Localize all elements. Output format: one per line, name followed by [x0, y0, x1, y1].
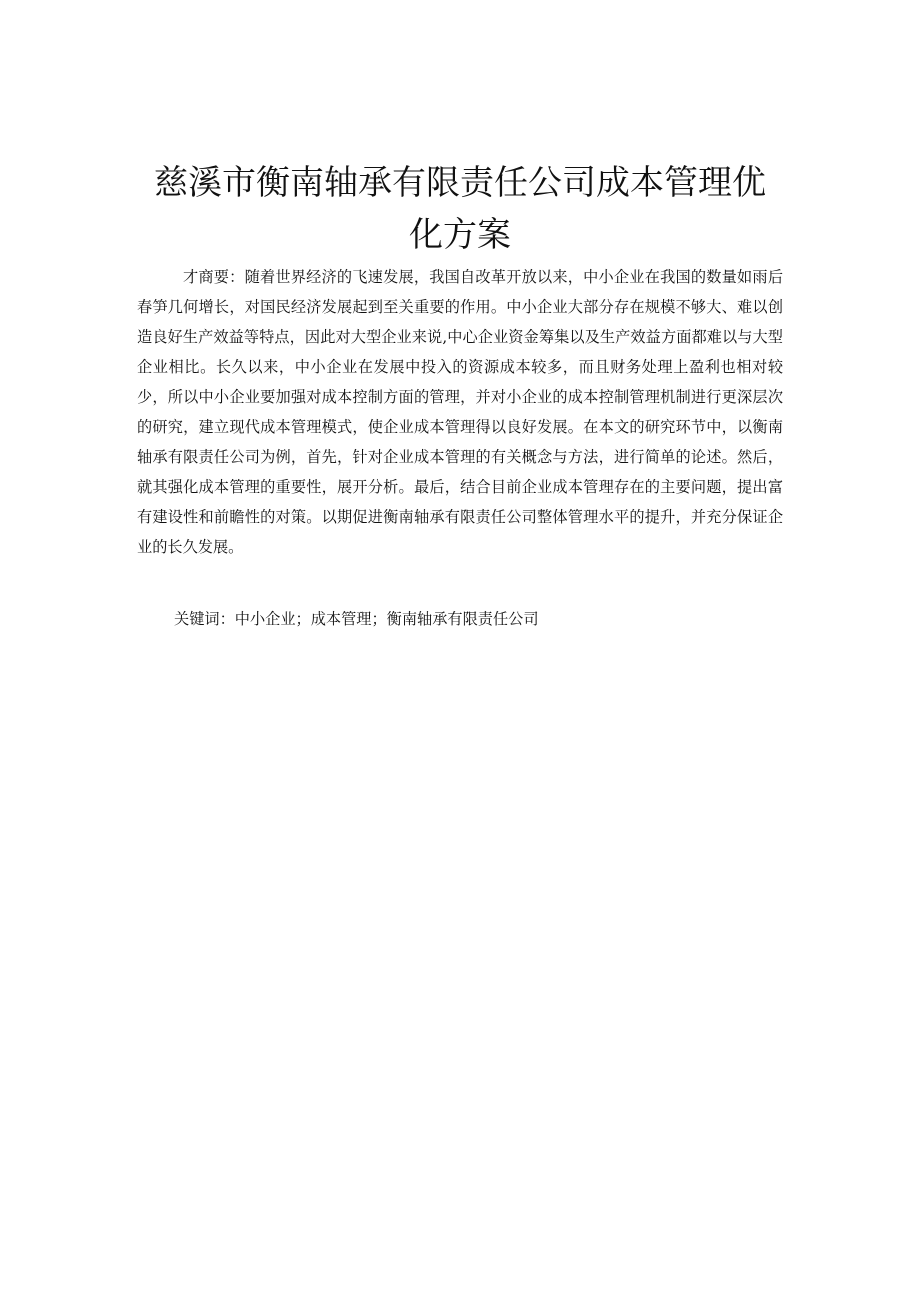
keywords-line — [174, 604, 783, 634]
abstract-text: 随着世界经济的飞速发展，我国自改革开放以来，中小企业在我国的数量如雨后春笋几何增长，对国民经济发展起到至关重要的作用。中小企业大部分存在规模不够大、难以创造良好生产效益等特点，因此对大型企业来说,中心企业资金筹集以及生产效益方面都难以与大型企业相比。长久以来，中小企业在发展中投入的资源成本较多，而且财务处理上盈利也相对较少，所以中小企业要加强对成本控制方面的管理，并对小企业的成本控制管理机制进行更深层次的研究，建立现代成本管理模式，使企业成本管理得以良好发展。在本文的研究环节中，以衡南轴承有限责任公司为例，首先，针对企业成本管理的有关概念与方法，进行简单的论述。然后，就其强化成本管理的重要性，展开分析。最后，结合目前企业成本管理存在的主要问题，提出富有建设性和前瞻性的对策。以期促进衡南轴承有限责任公司整体管理水平的提升，并充分保证企业的长久发展。 — [137, 268, 784, 556]
keywords-label: 关键词： — [174, 610, 235, 628]
document-title: 慈溪市衡南轴承有限责任公司成本管理优化方案 — [154, 163, 766, 255]
keywords-text: 中小企业；成本管理；衡南轴承有限责任公司 — [234, 610, 539, 628]
abstract-label: 才商要： — [183, 268, 245, 286]
abstract-paragraph — [137, 262, 783, 562]
